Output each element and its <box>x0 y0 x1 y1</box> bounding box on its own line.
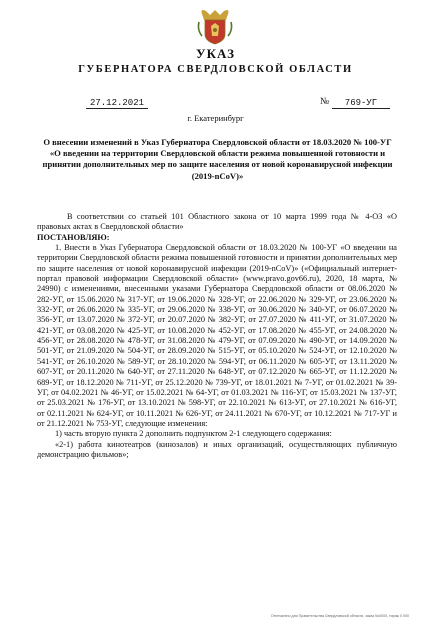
document-body <box>37 212 397 460</box>
subitem-1-paragraph: 1) часть вторую пункта 2 дополнить подпунктом 2-1 следующего содержания: <box>55 429 332 439</box>
number-sign: № <box>320 97 330 107</box>
document-date: 27.12.2021 <box>86 98 148 109</box>
issuer-title: ГУБЕРНАТОРА СВЕРДЛОВСКОЙ ОБЛАСТИ <box>78 64 353 75</box>
coat-of-arms-emblem <box>196 6 234 46</box>
document-heading: О внесении изменений в Указ Губернатора Свердловской области от 18.03.2020 № 100-УГ «О введении на территории Свердловской области режима повышенной готовности и принятии дополнительных мер по защите населения от новой коронавирусной инфекции (2019-nCoV)» <box>42 137 393 181</box>
document-number: 769-УГ <box>332 98 390 109</box>
intro-paragraph: В соответствии со статьей 101 Областного закона от 10 марта 1999 года № 4-ОЗ «О правовых актах в Свердловской области» <box>37 212 397 232</box>
document-type-title: УКАЗ <box>196 46 235 61</box>
item-1-paragraph: 1. Внести в Указ Губернатора Свердловской области от 18.03.2020 № 100-УГ «О введении на территории Свердловской области режима повышенной готовности и принятии дополнительных мер по защите населения от новой коронавирусной инфекции (2019-nCoV)» («Официальный интернет-портал правовой информации Свердловской области» (www.pravo.gov66.ru), 2020, 18 марта, № 24990) с изменениями, внесенными указами Губернатора Свердловской области от 08.06.2020 № 282-УГ, от 15.06.2020 № 317-УГ, от 19.06.2020 № 328-УГ, от 22.06.2020 № 329-УГ, от 23.06.2020 № 332-УГ, от 26.06.2020 № 335-УГ, от 29.06.2020 № 338-УГ, от 30.06.2020 № 340-УГ, от 06.07.2020 № 356-УГ, от 13.07.2020 № 372-УГ, от 20.07.2020 № 382-УГ, от 27.07.2020 № 411-УГ, от 31.07.2020 № 421-УГ, от 03.08.2020 № 425-УГ, от 10.08.2020 № 452-УГ, от 17.08.2020 № 455-УГ, от 24.08.2020 № 456-УГ, от 28.08.2020 № 478-УГ, от 31.08.2020 № 479-УГ, от 07.09.2020 № 490-УГ, от 14.09.2020 № 501-УГ, от 21.09.2020 № 504-УГ, от 28.09.2020 № 515-УГ, от 05.10.2020 № 524-УГ, от 12.10.2020 № 541-УГ, от 26.10.2020 № 589-УГ, от 28.10.2020 № 594-УГ, от 06.11.2020 № 605-УГ, от 13.11.2020 № 607-УГ, от 20.11.2020 № 640-УГ, от 27.11.2020 № 648-УГ, от 07.12.2020 № 665-УГ, от 11.12.2020 № 689-УГ, от 18.12.2020 № 711-УГ, от 25.12.2020 № 739-УГ, от 18.01.2021 № 7-УГ, от 01.02.2021 № 39-УГ, от 04.02.2021 № 46-УГ, от 15.02.2021 № 64-УГ, от 01.03.2021 № 116-УГ, от 15.03.2021 № 137-УГ, от 25.03.2021 № 176-УГ, от 13.10.2021 № 598-УГ, от 22.10.2021 № 613-УГ, от 27.10.2021 № 616-УГ, от 02.11.2021 № 624-УГ, от 10.11.2021 № 626-УГ, от 24.11.2021 № 670-УГ, от 10.12.2021 № 717-УГ и от 21.12.2021 № 753-УГ, следующие изменения: <box>37 243 397 428</box>
decree-word: ПОСТАНОВЛЯЮ: <box>37 232 110 242</box>
print-footer: Отпечатано для Правительства Свердловской области, заказ №0000, тираж 0 000 <box>270 614 409 618</box>
quote-paragraph: «2-1) работа кинотеатров (кинозалов) и иных организаций, осуществляющих публичную демонстрацию фильмов»; <box>37 439 397 459</box>
document-city: г. Екатеринбург <box>187 113 244 123</box>
